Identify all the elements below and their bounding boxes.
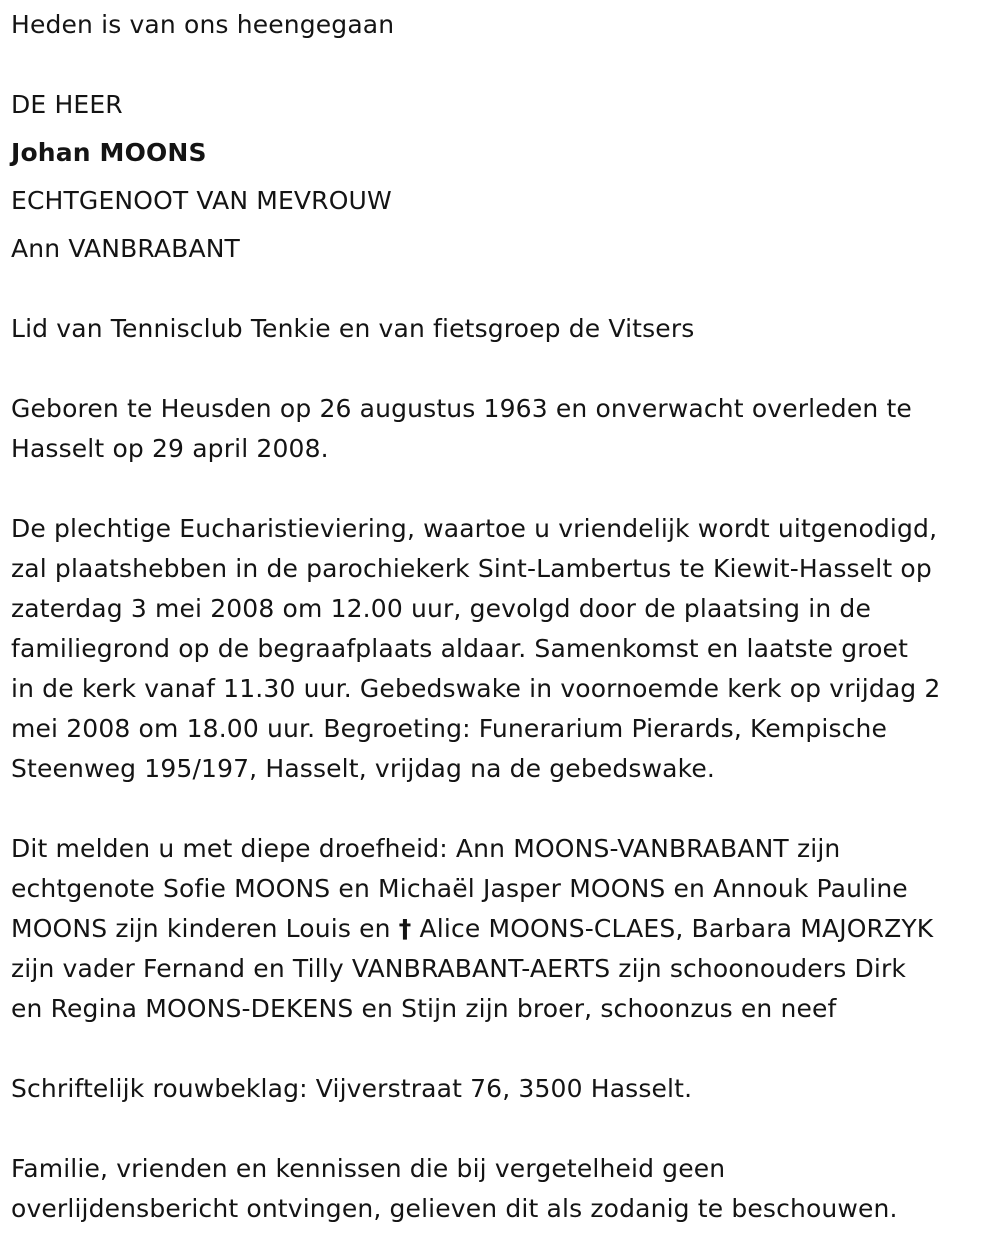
- spouse-label: ECHTGENOOT VAN MEVROUW: [11, 186, 392, 215]
- intro-text: Heden is van ons heengegaan: [11, 10, 395, 39]
- birth-death-line-2: Hasselt op 29 april 2008.: [11, 434, 329, 463]
- closing-line-1: Familie, vrienden en kennissen die bij vergetelheid geen: [11, 1154, 726, 1183]
- ceremony-line-4: familiegrond op de begraafplaats aldaar. Samenkomst en laatste groet: [11, 634, 909, 663]
- closing-line-2: overlijdensbericht ontvingen, gelieven dit als zodanig te beschouwen.: [11, 1194, 898, 1223]
- ceremony-line-3: zaterdag 3 mei 2008 om 12.00 uur, gevolgd door de plaatsing in de: [11, 594, 871, 623]
- ceremony-line-7: Steenweg 195/197, Hasselt, vrijdag na de gebedswake.: [11, 754, 716, 783]
- family-line-4: zijn vader Fernand en Tilly VANBRABANT-AERTS zijn schoonouders Dirk: [11, 954, 907, 983]
- condolences-text: Schriftelijk rouwbeklag: Vijverstraat 76, 3500 Hasselt.: [11, 1074, 693, 1103]
- deceased-name: Johan MOONS: [11, 138, 207, 167]
- membership-text: Lid van Tennisclub Tenkie en van fietsgroep de Vitsers: [11, 314, 695, 343]
- family-line-2: echtgenote Sofie MOONS en Michaël Jasper MOONS en Annouk Pauline: [11, 874, 908, 903]
- cross-icon: †: [398, 914, 412, 943]
- title-text: DE HEER: [11, 90, 123, 119]
- spouse-name: Ann VANBRABANT: [11, 234, 240, 263]
- family-line-3: [11, 914, 933, 944]
- family-line-5: en Regina MOONS-DEKENS en Stijn zijn broer, schoonzus en neef: [11, 994, 837, 1023]
- family-line-3-after: Alice MOONS-CLAES, Barbara MAJORZYK: [411, 914, 934, 943]
- ceremony-line-6: mei 2008 om 18.00 uur. Begroeting: Funerarium Pierards, Kempische: [11, 714, 888, 743]
- ceremony-line-1: De plechtige Eucharistieviering, waartoe u vriendelijk wordt uitgenodigd,: [11, 514, 938, 543]
- birth-death-line-1: Geboren te Heusden op 26 augustus 1963 en onverwacht overleden te: [11, 394, 912, 423]
- family-line-1: Dit melden u met diepe droefheid: Ann MOONS-VANBRABANT zijn: [11, 834, 841, 863]
- ceremony-line-5: in de kerk vanaf 11.30 uur. Gebedswake in voornoemde kerk op vrijdag 2: [11, 674, 941, 703]
- ceremony-line-2: zal plaatshebben in de parochiekerk Sint-Lambertus te Kiewit-Hasselt op: [11, 554, 932, 583]
- family-line-3-before: MOONS zijn kinderen Louis en: [11, 914, 399, 943]
